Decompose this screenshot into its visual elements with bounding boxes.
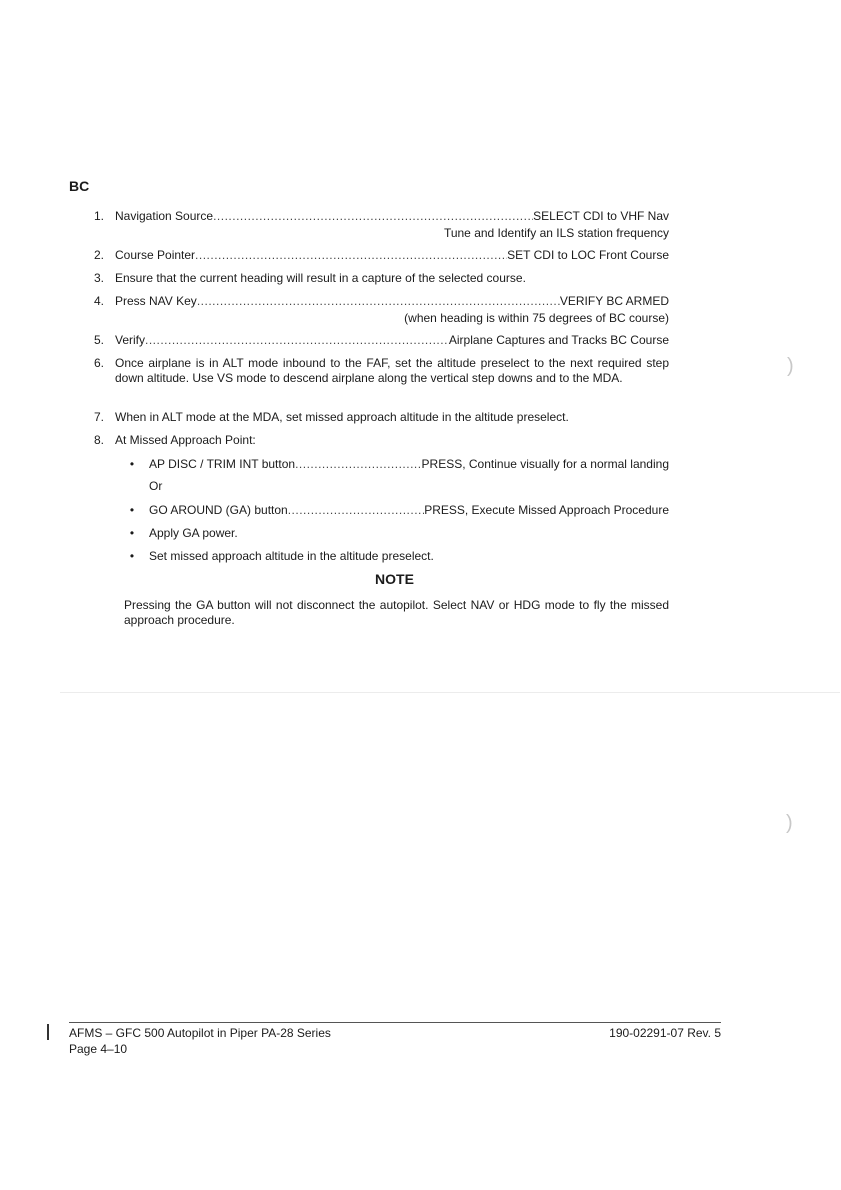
step-1 bbox=[115, 209, 669, 223]
bullet-dot: • bbox=[129, 457, 135, 471]
step-subtext: Tune and Identify an ILS station frequency bbox=[443, 226, 669, 240]
bullet-dot: • bbox=[129, 526, 135, 540]
step-number: 1. bbox=[93, 209, 104, 223]
step-value: SET CDI to LOC Front Course bbox=[507, 248, 669, 262]
step-value: Airplane Captures and Tracks BC Course bbox=[448, 333, 669, 347]
step-value: VERIFY BC ARMED bbox=[559, 294, 669, 308]
scan-artifact: ) bbox=[787, 355, 794, 377]
step-value: SELECT CDI to VHF Nav bbox=[533, 209, 669, 223]
bullet-value: PRESS, Execute Missed Approach Procedure bbox=[424, 503, 669, 517]
footer-page-number: Page 4–10 bbox=[69, 1042, 128, 1056]
step-number: 5. bbox=[93, 333, 104, 347]
leader-dots bbox=[288, 503, 425, 517]
step-subtext: (when heading is within 75 degrees of BC course) bbox=[404, 311, 669, 325]
leader-dots bbox=[197, 294, 560, 308]
section-title: BC bbox=[69, 178, 90, 194]
scan-artifact: ) bbox=[786, 812, 793, 834]
step-text: Ensure that the current heading will result in a capture of the selected course. bbox=[115, 271, 526, 285]
bullet-text: Apply GA power. bbox=[149, 526, 238, 540]
step-number: 7. bbox=[93, 410, 104, 424]
leader-dots bbox=[145, 333, 449, 347]
step-number: 3. bbox=[93, 271, 104, 285]
step-2 bbox=[115, 248, 669, 262]
bullet-dot: • bbox=[129, 549, 135, 563]
bullet-item bbox=[149, 503, 669, 517]
step-number: 4. bbox=[93, 294, 104, 308]
bullet-value: PRESS, Continue visually for a normal landing bbox=[421, 457, 669, 471]
step-number: 6. bbox=[93, 356, 104, 370]
step-text: Once airplane is in ALT mode inbound to the FAF, set the altitude preselect to the next required step down altitude. Use VS mode to descend airplane along the vertical step downs and to the MDA. bbox=[115, 356, 669, 385]
revision-change-bar bbox=[47, 1024, 49, 1040]
footer-rule bbox=[69, 1022, 721, 1023]
leader-dots bbox=[213, 209, 533, 223]
step-5 bbox=[115, 333, 669, 347]
note-text: Pressing the GA button will not disconnect the autopilot. Select NAV or HDG mode to fly the missed approach procedure. bbox=[124, 598, 669, 627]
bullet-label: AP DISC / TRIM INT button bbox=[149, 457, 296, 471]
footer-doc-number: 190-02291-07 Rev. 5 bbox=[609, 1026, 721, 1040]
step-text: When in ALT mode at the MDA, set missed approach altitude in the altitude preselect. bbox=[115, 410, 569, 424]
bullet-dot: • bbox=[129, 503, 135, 517]
leader-dots bbox=[195, 248, 507, 262]
step-label: Press NAV Key bbox=[115, 294, 197, 308]
bullet-item bbox=[149, 457, 669, 471]
step-label: Course Pointer bbox=[115, 248, 196, 262]
step-number: 8. bbox=[93, 433, 104, 447]
note-title: NOTE bbox=[375, 571, 414, 587]
footer-doc-title: AFMS – GFC 500 Autopilot in Piper PA-28 Series bbox=[69, 1026, 331, 1040]
step-number: 2. bbox=[93, 248, 104, 262]
step-label: Navigation Source bbox=[115, 209, 214, 223]
step-4 bbox=[115, 294, 669, 308]
or-text: Or bbox=[149, 479, 163, 493]
bullet-text: Set missed approach altitude in the altitude preselect. bbox=[149, 549, 434, 563]
step-label: Verify bbox=[115, 333, 146, 347]
leader-dots bbox=[295, 457, 421, 471]
scan-fold-line bbox=[60, 692, 840, 693]
step-text: At Missed Approach Point: bbox=[115, 433, 256, 447]
bullet-label: GO AROUND (GA) button bbox=[149, 503, 288, 517]
